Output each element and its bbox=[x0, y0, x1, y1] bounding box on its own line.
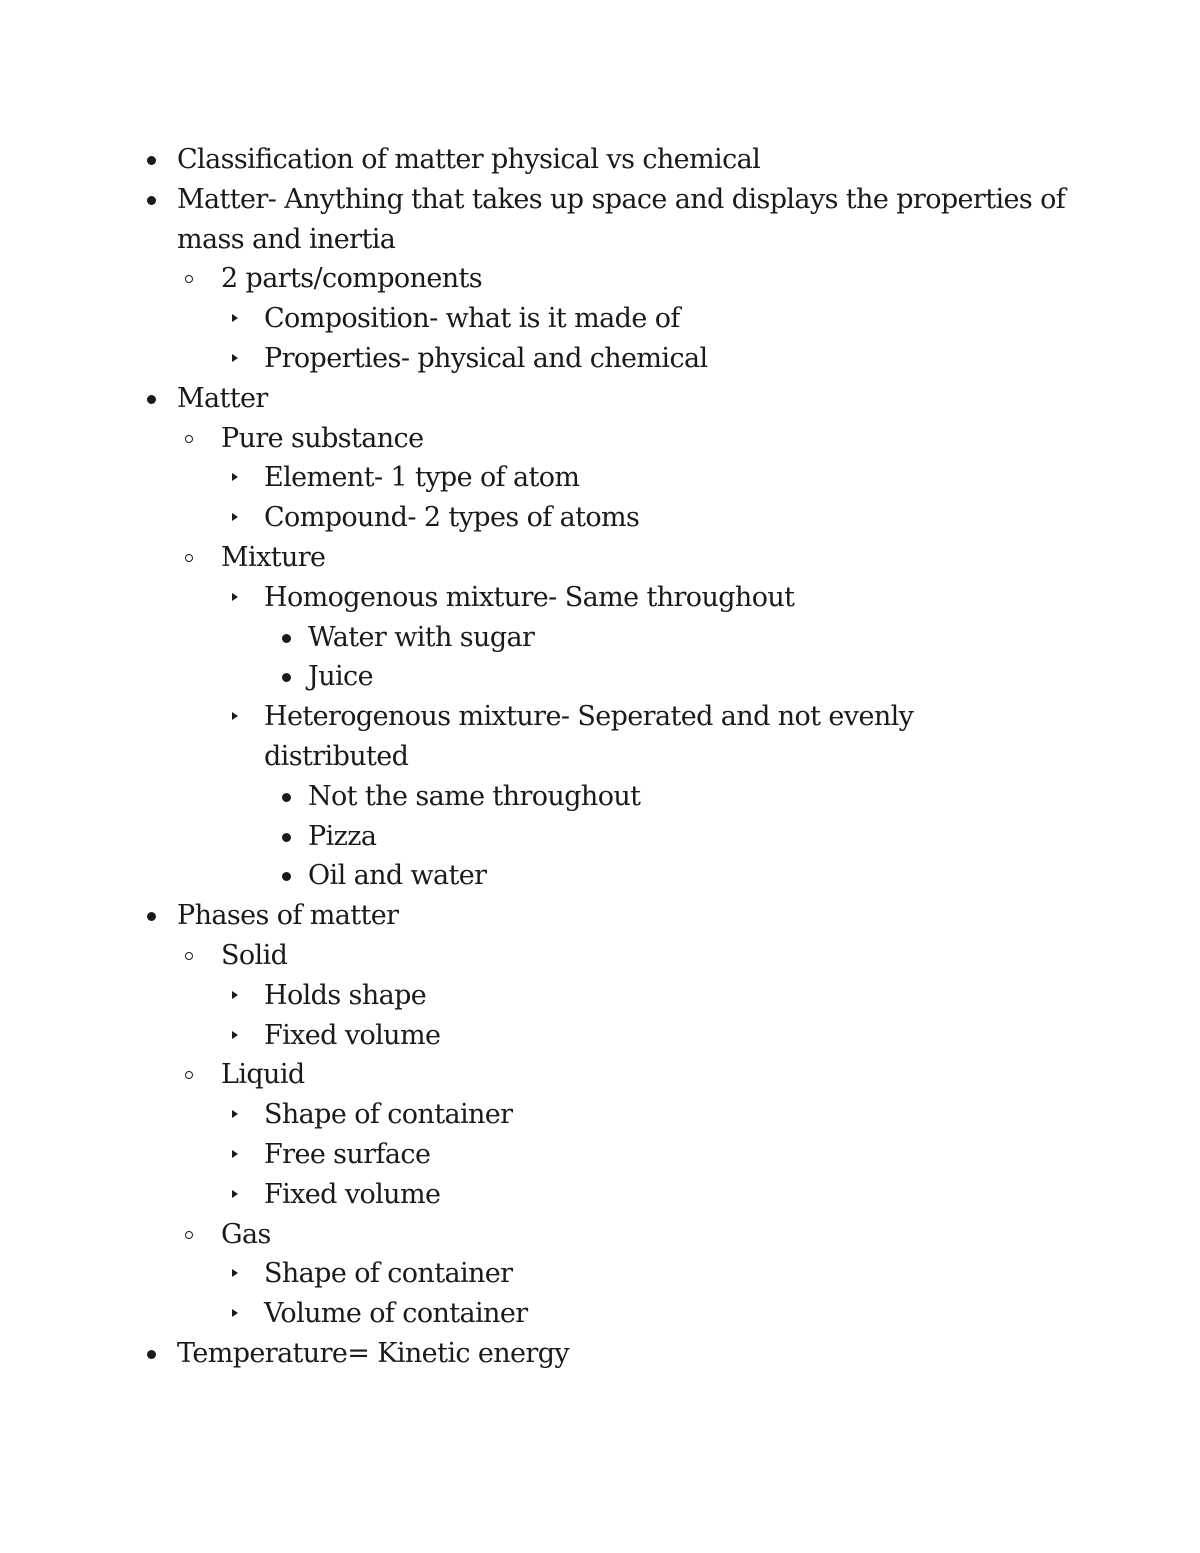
outline-item-level-4 bbox=[0, 657, 948, 697]
triangle-bullet-icon bbox=[232, 513, 238, 521]
triangle-bullet-icon bbox=[232, 473, 238, 481]
outline-item-text: Matter bbox=[177, 382, 268, 414]
triangle-bullet-icon bbox=[232, 593, 238, 601]
outline-item-level-4 bbox=[0, 777, 948, 817]
outline-item-level-3 bbox=[0, 1294, 944, 1334]
triangle-bullet-icon bbox=[232, 1309, 238, 1317]
filled-disc-bullet-icon bbox=[147, 156, 156, 165]
outline-item-level-4 bbox=[0, 817, 948, 857]
outline-item-level-1 bbox=[0, 896, 1067, 936]
outline-item-level-2 bbox=[0, 419, 981, 459]
outline-item-level-2 bbox=[0, 936, 981, 976]
filled-disc-bullet-icon bbox=[282, 872, 291, 881]
hollow-circle-bullet-icon bbox=[185, 554, 193, 562]
hollow-circle-bullet-icon bbox=[185, 275, 193, 283]
outline-item-text: Phases of matter bbox=[177, 900, 399, 932]
outline-item-text: Element- 1 type of atom bbox=[264, 462, 580, 494]
outline-item-text: 2 parts/components bbox=[221, 263, 483, 295]
outline-item-level-3 bbox=[0, 976, 944, 1016]
outline-item-level-3 bbox=[0, 697, 944, 777]
filled-disc-bullet-icon bbox=[147, 196, 156, 205]
outline-item-text: Oil and water bbox=[308, 860, 487, 892]
triangle-bullet-icon bbox=[232, 1150, 238, 1158]
triangle-bullet-icon bbox=[232, 354, 238, 362]
outline-item-level-3 bbox=[0, 1175, 944, 1215]
outline-item-level-2 bbox=[0, 1215, 981, 1255]
outline-item-level-3 bbox=[0, 299, 944, 339]
triangle-bullet-icon bbox=[232, 314, 238, 322]
outline-item-level-3 bbox=[0, 1016, 944, 1056]
outline-item-text: Free surface bbox=[264, 1138, 431, 1170]
outline-item-text: Properties- physical and chemical bbox=[264, 342, 708, 374]
triangle-bullet-icon bbox=[232, 1269, 238, 1277]
outline-item-text: Shape of container bbox=[264, 1099, 513, 1131]
outline-item-text: Homogenous mixture- Same throughout bbox=[264, 581, 795, 613]
outline-item-text: Liquid bbox=[221, 1059, 305, 1091]
hollow-circle-bullet-icon bbox=[185, 952, 193, 960]
filled-disc-bullet-icon bbox=[282, 793, 291, 802]
outline-item-text: Volume of container bbox=[264, 1298, 528, 1330]
filled-disc-bullet-icon bbox=[147, 912, 156, 921]
outline-item-text: Pizza bbox=[308, 820, 377, 852]
filled-disc-bullet-icon bbox=[147, 1350, 156, 1359]
outline-item-text: Pure substance bbox=[221, 422, 424, 454]
outline-item-text: Heterogenous mixture- Seperated and not evenly distributed bbox=[264, 701, 914, 772]
triangle-bullet-icon bbox=[232, 712, 238, 720]
outline-item-text: Classification of matter physical vs chemical bbox=[177, 144, 761, 175]
outline-item-text: Fixed volume bbox=[264, 1019, 441, 1051]
outline-item-text: Gas bbox=[221, 1218, 271, 1250]
outline-item-level-3 bbox=[0, 458, 944, 498]
filled-disc-bullet-icon bbox=[282, 673, 291, 682]
outline-item-text: Solid bbox=[221, 939, 288, 971]
triangle-bullet-icon bbox=[232, 1190, 238, 1198]
outline-item-text: Holds shape bbox=[264, 979, 427, 1011]
outline-item-text: Water with sugar bbox=[308, 621, 535, 653]
outline-item-level-4 bbox=[0, 618, 948, 658]
outline-item-level-1 bbox=[0, 180, 1067, 260]
filled-disc-bullet-icon bbox=[282, 634, 291, 643]
outline-item-text: Not the same throughout bbox=[308, 780, 641, 812]
outline-item-level-3 bbox=[0, 1095, 944, 1135]
filled-disc-bullet-icon bbox=[282, 833, 291, 842]
outline-item-level-3 bbox=[0, 1254, 944, 1294]
outline-item-level-2 bbox=[0, 259, 981, 299]
filled-disc-bullet-icon bbox=[147, 395, 156, 404]
outline-item-text: Compound- 2 types of atoms bbox=[264, 502, 640, 534]
outline-item-text: Temperature= Kinetic energy bbox=[177, 1337, 570, 1369]
outline-item-level-1 bbox=[0, 1334, 1067, 1374]
outline-item-level-3 bbox=[0, 339, 944, 379]
outline-item-text: Composition- what is it made of bbox=[264, 303, 680, 335]
outline-item-level-1 bbox=[0, 140, 1067, 180]
outline-item-text: Mixture bbox=[221, 541, 326, 573]
outline-item-level-2 bbox=[0, 538, 981, 578]
outline-item-level-4 bbox=[0, 856, 948, 896]
hollow-circle-bullet-icon bbox=[185, 435, 193, 443]
notes-outline bbox=[0, 140, 1200, 1374]
hollow-circle-bullet-icon bbox=[185, 1071, 193, 1079]
outline-item-text: Fixed volume bbox=[264, 1178, 441, 1210]
outline-item-level-3 bbox=[0, 1135, 944, 1175]
outline-item-level-1 bbox=[0, 379, 1067, 419]
outline-item-text: Matter- Anything that takes up space and displays the properties of mass and inertia bbox=[177, 183, 1066, 255]
outline-item-text: Juice bbox=[308, 661, 373, 693]
hollow-circle-bullet-icon bbox=[185, 1231, 193, 1239]
triangle-bullet-icon bbox=[232, 991, 238, 999]
triangle-bullet-icon bbox=[232, 1031, 238, 1039]
outline-item-level-3 bbox=[0, 498, 944, 538]
outline-item-text: Shape of container bbox=[264, 1258, 513, 1290]
outline-item-level-2 bbox=[0, 1055, 981, 1095]
outline-item-level-3 bbox=[0, 578, 944, 618]
triangle-bullet-icon bbox=[232, 1110, 238, 1118]
